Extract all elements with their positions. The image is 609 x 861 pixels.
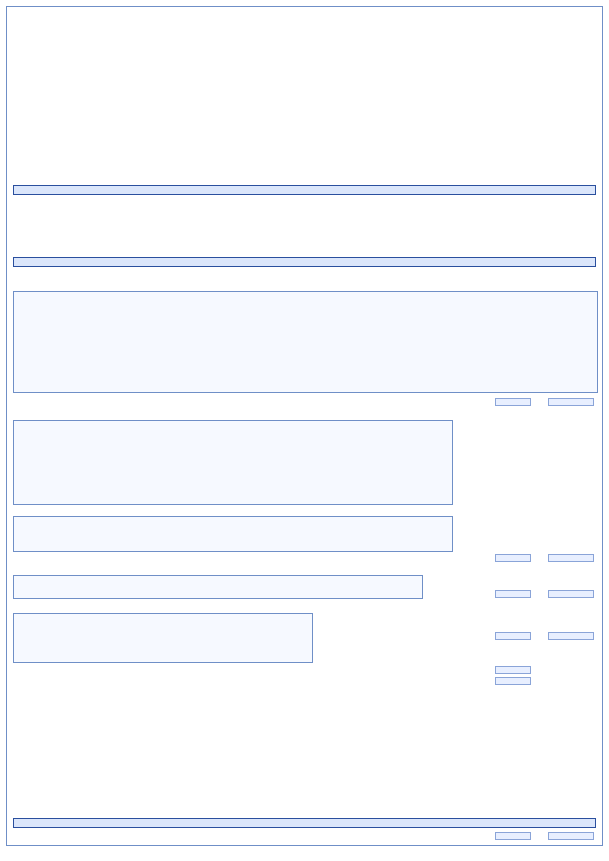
line-d	[15, 506, 594, 516]
section-6-title	[13, 818, 596, 828]
section-5-title	[13, 257, 596, 267]
section-5-intro	[15, 269, 595, 278]
line-z-box[interactable]	[495, 666, 531, 674]
pool-total-box2[interactable]	[548, 632, 594, 640]
line-h-box[interactable]	[495, 677, 531, 685]
line-dd-box1[interactable]	[495, 554, 531, 562]
tax-form-page	[6, 6, 603, 846]
aircraft-table	[13, 575, 423, 599]
line-b-box2[interactable]	[548, 398, 594, 406]
line-b-box1[interactable]	[495, 398, 531, 406]
pools-table	[13, 613, 313, 663]
line-e	[15, 564, 594, 574]
section-6-box1[interactable]	[495, 832, 531, 840]
line-g	[15, 408, 594, 418]
air-total-box2[interactable]	[548, 590, 594, 598]
property-table	[13, 291, 598, 393]
pool-total-box1[interactable]	[495, 632, 531, 640]
air-total-box1[interactable]	[495, 590, 531, 598]
section-6-box2[interactable]	[548, 832, 594, 840]
line-st	[15, 603, 594, 613]
line-dd-box2[interactable]	[548, 554, 594, 562]
boats-table	[13, 516, 453, 552]
cars-table	[13, 420, 453, 505]
section-e-title	[13, 185, 596, 195]
